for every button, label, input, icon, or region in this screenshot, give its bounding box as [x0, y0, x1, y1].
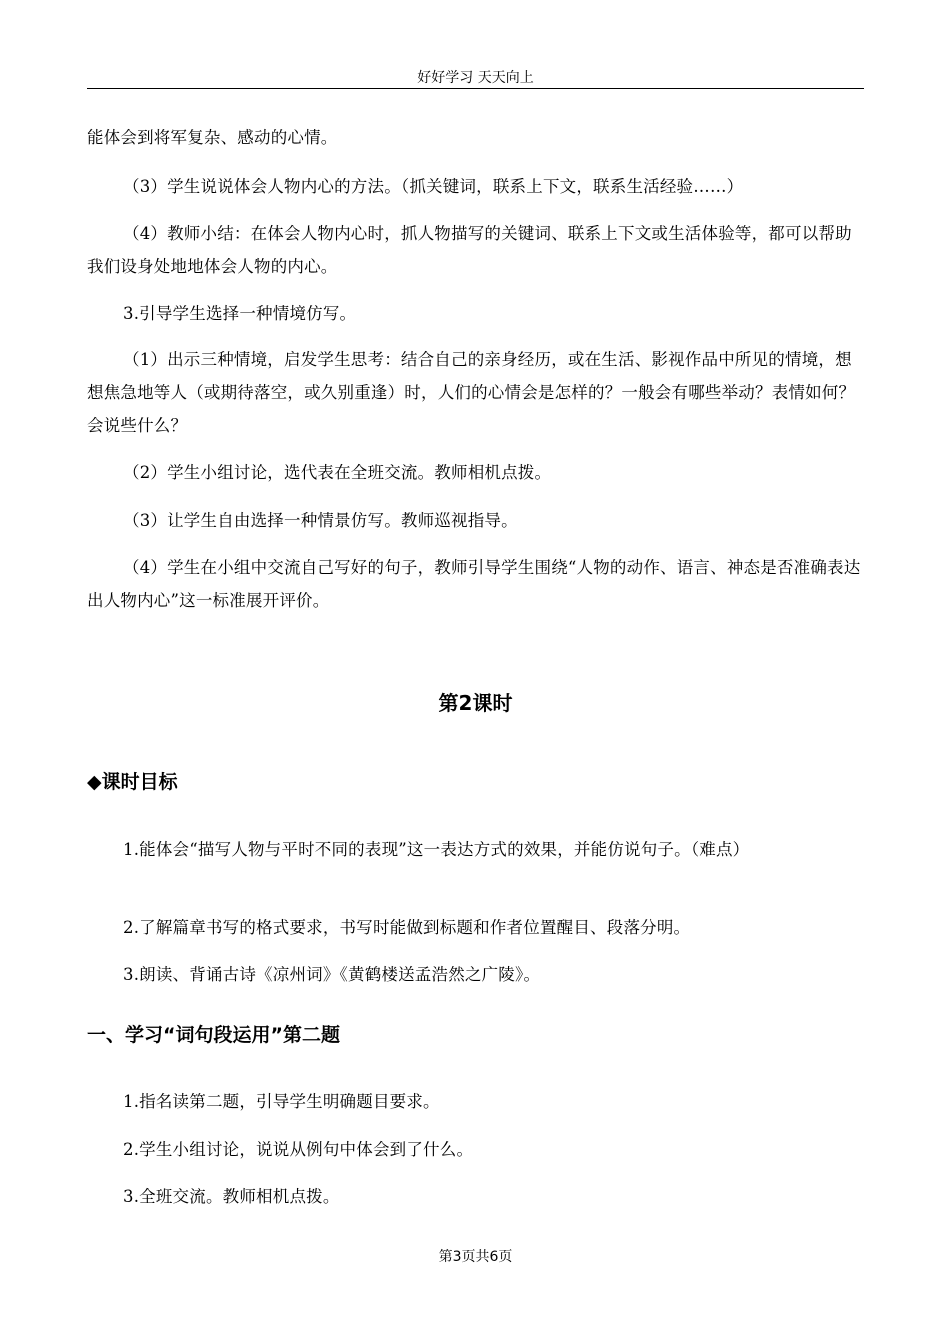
page-number: 第3页共6页: [438, 1249, 513, 1265]
paragraph: （2）学生小组讨论，选代表在全班交流。教师相机点拨。: [123, 463, 552, 482]
paragraph: 能体会到将军复杂、感动的心情。: [87, 128, 338, 147]
objectives-heading: [87, 767, 864, 797]
section-heading: 一、学习“词句段运用”第二题: [87, 1024, 340, 1046]
paragraph: （4）学生在小组中交流自己写好的句子，教师引导学生围绕“人物的动作、语言、神态是否准确表达出人物内心”这一标准展开评价。: [87, 558, 861, 610]
paragraph: （1）出示三种情境，启发学生思考：结合自己的亲身经历，或在生活、影视作品中所见的情境，想想焦急地等人（或期待落空，或久别重逢）时，人们的心情会是怎样的？一般会有哪些举动？表情如何？会说些什么？: [87, 350, 856, 435]
paragraph: （4）教师小结：在体会人物内心时，抓人物描写的关键词、联系上下文或生活体验等，都可以帮助我们设身处地地体会人物的内心。: [87, 224, 852, 276]
step-item: 1.指名读第二题，引导学生明确题目要求。: [123, 1092, 440, 1111]
paragraph: （3）学生说说体会人物内心的方法。（抓关键词，联系上下文，联系生活经验……）: [123, 177, 744, 196]
paragraph: 3.引导学生选择一种情境仿写。: [123, 304, 357, 323]
header-divider: [87, 88, 864, 89]
objective-item: 2.了解篇章书写的格式要求，书写时能做到标题和作者位置醒目、段落分明。: [123, 918, 691, 937]
page-header: 好好学习 天天向上: [417, 70, 534, 86]
paragraph: （3）让学生自由选择一种情景仿写。教师巡视指导。: [123, 511, 518, 530]
step-item: 3.全班交流。教师相机点拨。: [123, 1187, 340, 1206]
objective-item: 1.能体会“描写人物与平时不同的表现”这一表达方式的效果，并能仿说句子。（难点）: [123, 840, 750, 859]
objectives-heading-label: 课时目标: [101, 771, 178, 793]
objective-item: 3.朗读、背诵古诗《凉州词》《黄鹤楼送孟浩然之广陵》。: [123, 965, 541, 984]
diamond-icon: ◆: [87, 771, 102, 793]
lesson-title: 第2课时: [438, 691, 513, 715]
step-item: 2.学生小组讨论，说说从例句中体会到了什么。: [123, 1140, 474, 1159]
